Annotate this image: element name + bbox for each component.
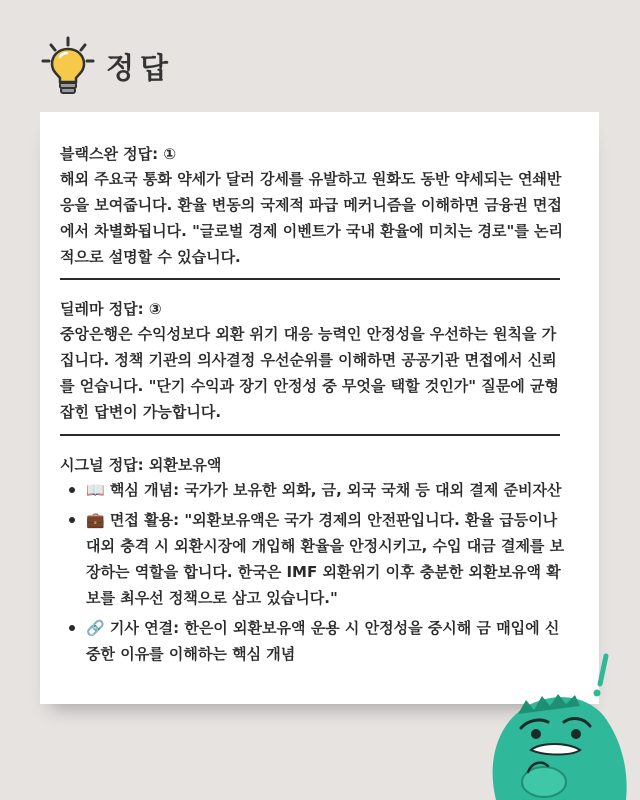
section-black-swan [60,142,565,270]
section-title: 블랙스완 정답: ① [60,145,177,163]
page-title: 정답 [106,50,175,85]
section-dilemma [60,297,565,425]
bullet-list [60,477,565,667]
list-item: 📖 핵심 개념: 국가가 보유한 외화, 금, 외국 국채 등 대외 결제 준비자산 [60,477,565,503]
briefcase-icon: 💼 [86,511,105,529]
dinosaur-mascot-icon [476,650,640,800]
section-body: 해외 주요국 통화 약세가 달러 강세를 유발하고 원화도 동반 약세되는 연쇄반응을 보여줍니다. 환율 변동의 국제적 파급 메커니즘을 이해하면 금융권 면접에서 차별화됩니다. "글로벌 경제 이벤트가 국내 환율에 미치는 경로"를 논리적으로 설명할 수 있습니다. [60,170,564,266]
book-icon: 📖 [86,481,105,499]
section-title: 시그널 정답: 외환보유액 [60,456,222,474]
section-divider [60,278,560,280]
list-item: 💼 면접 활용: "외환보유액은 국가 경제의 안전판입니다. 환율 급등이나 대외 충격 시 외환시장에 개입해 환율을 안정시키고, 수입 대금 결제를 보장하는 역할을 합니다. 한국은 IMF 외환위기 이후 충분한 외환보유액 확보를 최우선 정책으로 삼고 있습니다." [60,507,565,611]
section-divider [60,434,560,436]
answer-card [40,112,599,704]
lightbulb-icon [40,34,96,98]
page-header [40,34,174,98]
section-signal [60,453,565,671]
section-body: 중앙은행은 수익성보다 외환 위기 대응 능력인 안정성을 우선하는 원칙을 가집니다. 정책 기관의 의사결정 우선순위를 이해하면 공공기관 면접에서 신뢰를 얻습니다. "단기 수익과 장기 안정성 중 무엇을 택할 것인가" 질문에 균형잡힌 답변이 가능합니다. [60,325,559,421]
section-title: 딜레마 정답: ③ [60,300,162,318]
link-icon: 🔗 [86,619,105,637]
list-item: 🔗 기사 연결: 한은이 외환보유액 운용 시 안정성을 중시해 금 매입에 신중한 이유를 이해하는 핵심 개념 [60,615,565,667]
